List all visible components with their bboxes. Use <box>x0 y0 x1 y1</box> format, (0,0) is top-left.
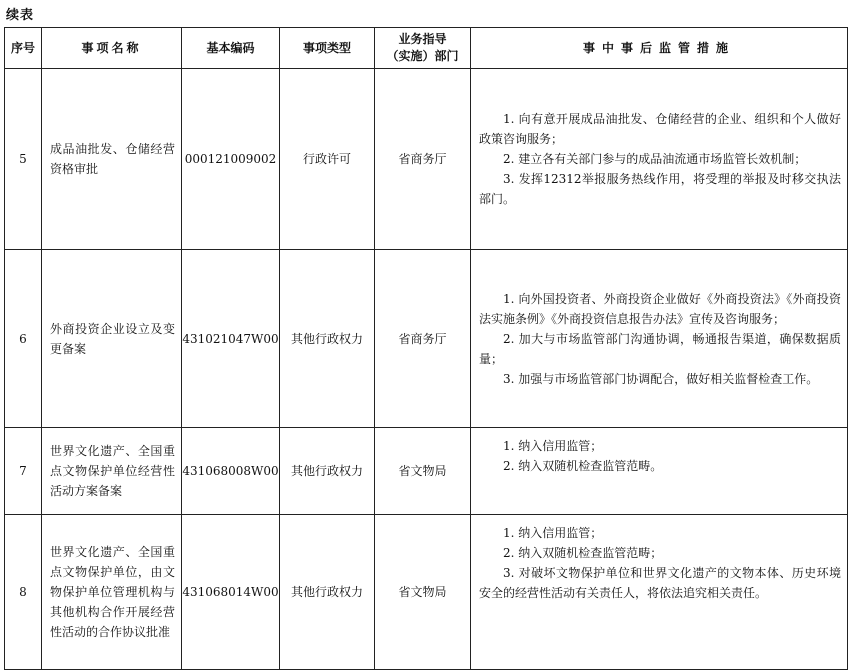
cell-measures <box>471 69 848 250</box>
cell-dept: 省商务厅 <box>375 69 471 250</box>
cell-dept: 省文物局 <box>375 428 471 515</box>
header-dept <box>375 28 471 69</box>
cell-type: 其他行政权力 <box>280 515 375 670</box>
header-code: 基本编码 <box>182 28 280 69</box>
measure-item: 2. 加大与市场监管部门沟通协调，畅通报告渠道，确保数据质量； <box>479 331 841 366</box>
cell-type: 其他行政权力 <box>280 250 375 428</box>
header-measures: 事中事后监管措施 <box>471 28 848 69</box>
cell-measures <box>471 428 848 515</box>
measure-item: 3. 加强与市场监管部门协调配合，做好相关监督检查工作。 <box>503 371 819 386</box>
cell-dept: 省文物局 <box>375 515 471 670</box>
cell-dept: 省商务厅 <box>375 250 471 428</box>
cell-code: 431021047W00 <box>182 250 280 428</box>
regulation-table <box>4 27 848 670</box>
measure-item: 1. 纳入信用监管； <box>503 526 603 540</box>
cell-code: 000121009002 <box>182 69 280 250</box>
cell-name: 成品油批发、仓储经营资格审批 <box>42 69 182 250</box>
cell-type: 行政许可 <box>280 69 375 250</box>
header-dept-line1: 业务指导 <box>398 32 447 46</box>
measure-item: 2. 纳入双随机检查监管范畴。 <box>503 459 663 473</box>
table-row <box>5 515 848 670</box>
cell-code: 431068008W00 <box>182 428 280 515</box>
cell-name: 世界文化遗产、全国重点文物保护单位经营性活动方案备案 <box>42 428 182 515</box>
table-row <box>5 428 848 515</box>
cell-seq: 8 <box>5 515 42 670</box>
cell-seq: 6 <box>5 250 42 428</box>
header-name: 事项名称 <box>42 28 182 69</box>
cell-measures <box>471 515 848 670</box>
measure-item: 1. 向有意开展成品油批发、仓储经营的企业、组织和个人做好政策咨询服务； <box>479 112 841 146</box>
measure-item: 1. 向外国投资者、外商投资企业做好《外商投资法》《外商投资法实施条例》《外商投资信息报告办法》宣传及咨询服务； <box>479 291 841 326</box>
table-caption: 续表 <box>6 8 35 23</box>
cell-seq: 7 <box>5 428 42 515</box>
cell-seq: 5 <box>5 69 42 250</box>
header-seq: 序号 <box>5 28 42 69</box>
cell-measures <box>471 250 848 428</box>
header-dept-line2: （实施）部门 <box>386 49 459 63</box>
measure-item: 2. 建立各有关部门参与的成品油流通市场监管长效机制； <box>503 152 807 166</box>
measure-item: 2. 纳入双随机检查监管范畴； <box>503 546 663 560</box>
cell-name: 外商投资企业设立及变更备案 <box>42 250 182 428</box>
header-row <box>5 28 848 69</box>
measure-item: 3. 发挥12312举报服务热线作用，将受理的举报及时移交执法部门。 <box>479 172 841 206</box>
table-row <box>5 69 848 250</box>
measure-item: 3. 对破坏文物保护单位和世界文化遗产的文物本体、历史环境安全的经营性活动有关责任人，将依法追究相关责任。 <box>479 566 841 600</box>
cell-type: 其他行政权力 <box>280 428 375 515</box>
cell-name: 世界文化遗产、全国重点文物保护单位，由文物保护单位管理机构与其他机构合作开展经营性活动的合作协议批准 <box>42 515 182 670</box>
cell-code: 431068014W00 <box>182 515 280 670</box>
measure-item: 1. 纳入信用监管； <box>503 439 603 453</box>
table-row <box>5 250 848 428</box>
header-type: 事项类型 <box>280 28 375 69</box>
